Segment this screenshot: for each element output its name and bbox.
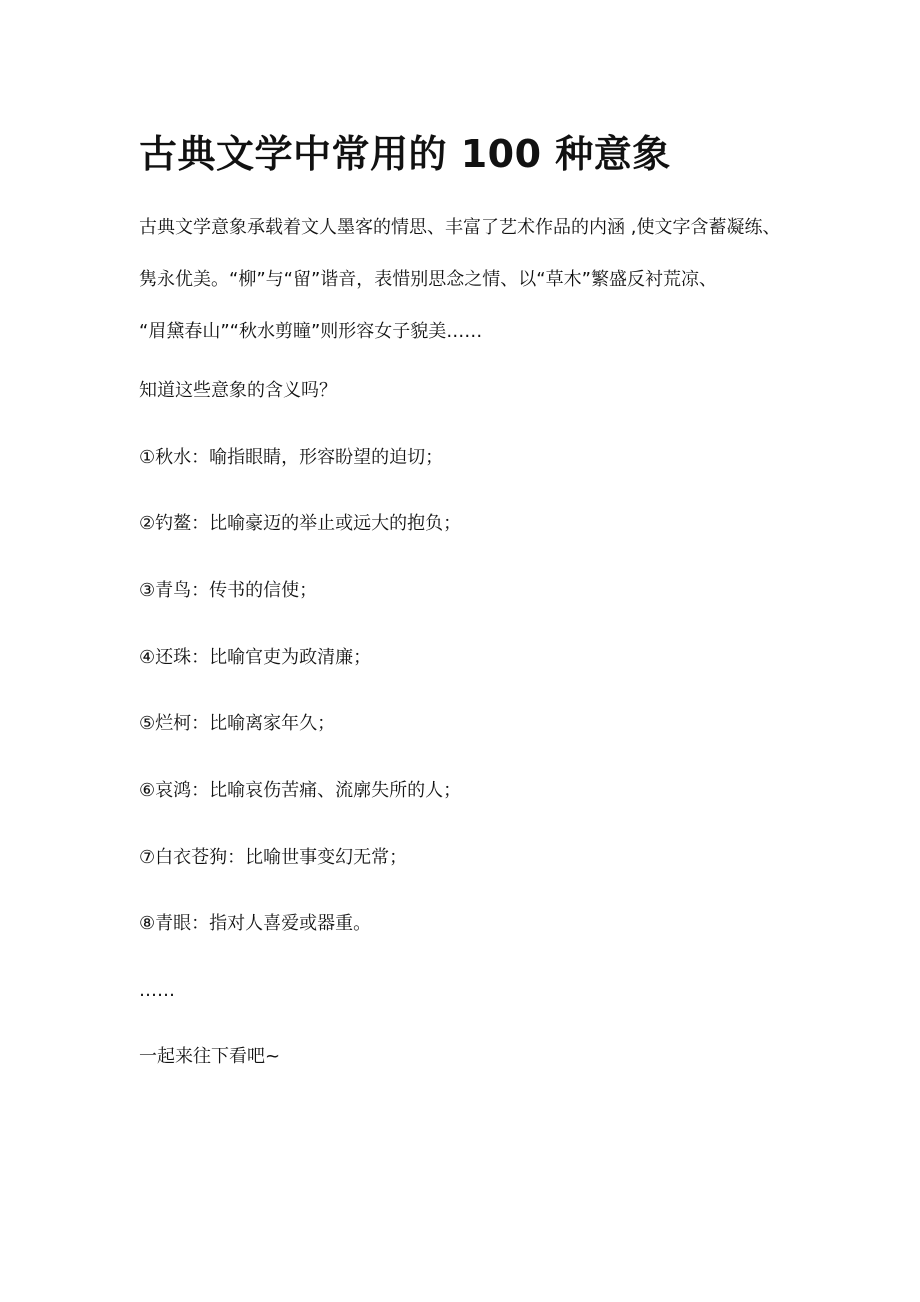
intro-paragraph	[139, 210, 799, 366]
intro-line: 古典文学意象承载着文人墨客的情思、丰富了艺术作品的内涵 ,使文字含蓄凝练、	[139, 217, 781, 238]
list-item: ⑥哀鸿：比喻哀伤苦痛、流廓失所的人；	[139, 780, 462, 801]
list-item: ④还珠：比喻官吏为政清廉；	[139, 647, 372, 668]
intro-line: 隽永优美。“柳”与“留”谐音，表惜别思念之情、以“草木”繁盛反衬荒凉、	[139, 269, 717, 290]
closing-text: 一起来往下看吧~	[139, 1046, 281, 1067]
list-item: ⑤烂柯：比喻离家年久；	[139, 713, 336, 734]
document-title: 古典文学中常用的 100 种意象	[139, 132, 671, 176]
list-item: ②钓鳌：比喻豪迈的举止或远大的抱负；	[139, 513, 462, 534]
list-item: ①秋水：喻指眼睛，形容盼望的迫切；	[139, 447, 444, 468]
ellipsis-text: ……	[139, 980, 175, 1001]
list-item: ⑦白衣苍狗：比喻世事变幻无常；	[139, 847, 408, 868]
intro-line: “眉黛春山”“秋水剪瞳”则形容女子貌美……	[139, 321, 483, 342]
list-item: ③青鸟：传书的信使；	[139, 580, 318, 601]
question-text: 知道这些意象的含义吗？	[139, 380, 337, 401]
list-item: ⑧青眼：指对人喜爱或器重。	[139, 913, 372, 934]
